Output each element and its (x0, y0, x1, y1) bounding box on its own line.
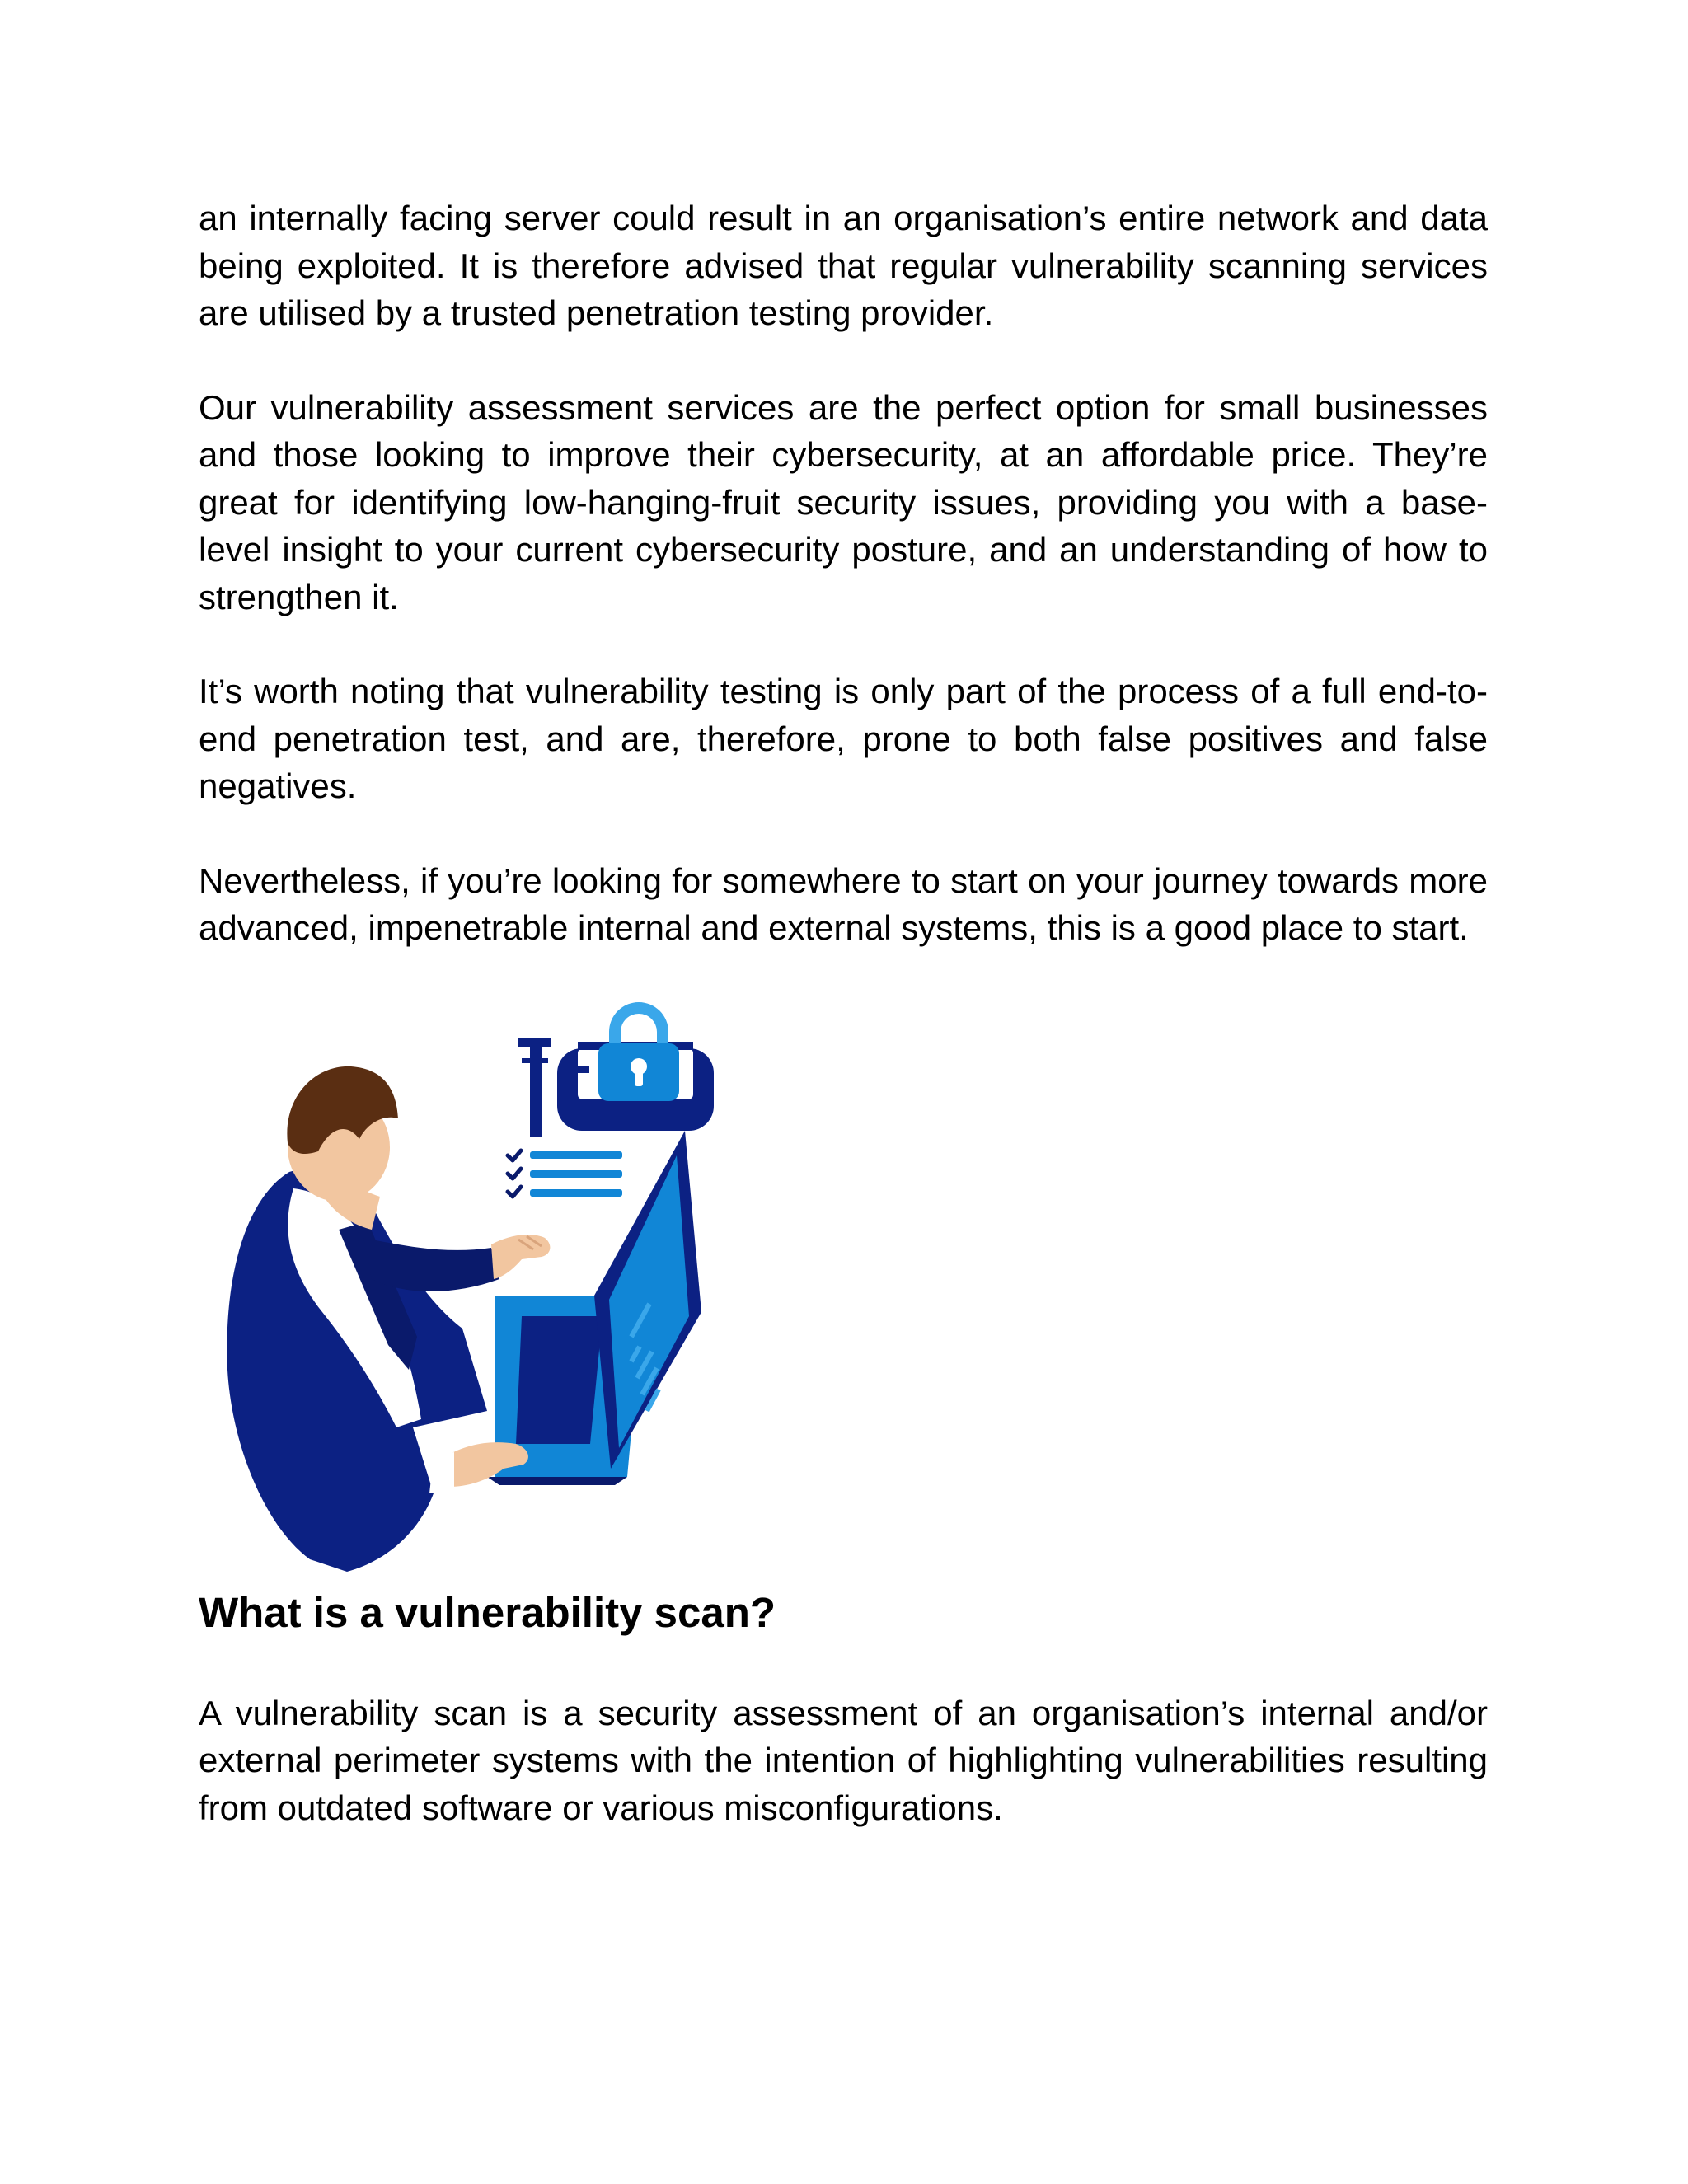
paragraph: an internally facing server could result in an organisation’s entire network and data being exploited. It is therefore advised that regular vulnerability scanning services are utilised by a trusted penetration testing provider. (199, 199, 1488, 332)
padlock-icon (518, 1002, 714, 1137)
paragraph: Nevertheless, if you’re looking for somewhere to start on your journey towards more advanced, impenetrable internal and external systems, this is a good place to start. (199, 860, 1488, 947)
paragraph: A vulnerability scan is a security assessment of an organisation’s internal and/or external perimeter systems with the intention of highlighting vulnerabilities resulting from outdated software or various misconfigurations. (199, 1693, 1488, 1827)
security-scan-illustration (215, 982, 825, 1584)
checklist-icon (508, 1151, 622, 1197)
document-body (199, 194, 1488, 1878)
paragraph: Our vulnerability assessment services are the perfect option for small businesses and those looking to improve their cybersecurity, at an affordable price. They’re great for identifying low-hanging-fruit security issues, providing you with a base-level insight to your current cybersecurity posture, and an understanding of how to strengthen it. (199, 387, 1488, 616)
laptop-icon (487, 1131, 701, 1485)
section-heading: What is a vulnerability scan? (199, 1588, 776, 1636)
shirt-cuff-icon (429, 1452, 454, 1493)
paragraph: It’s worth noting that vulnerability testing is only part of the process of a full end-to-end penetration test, and are, therefore, prone to both false positives and false negatives. (199, 672, 1488, 805)
